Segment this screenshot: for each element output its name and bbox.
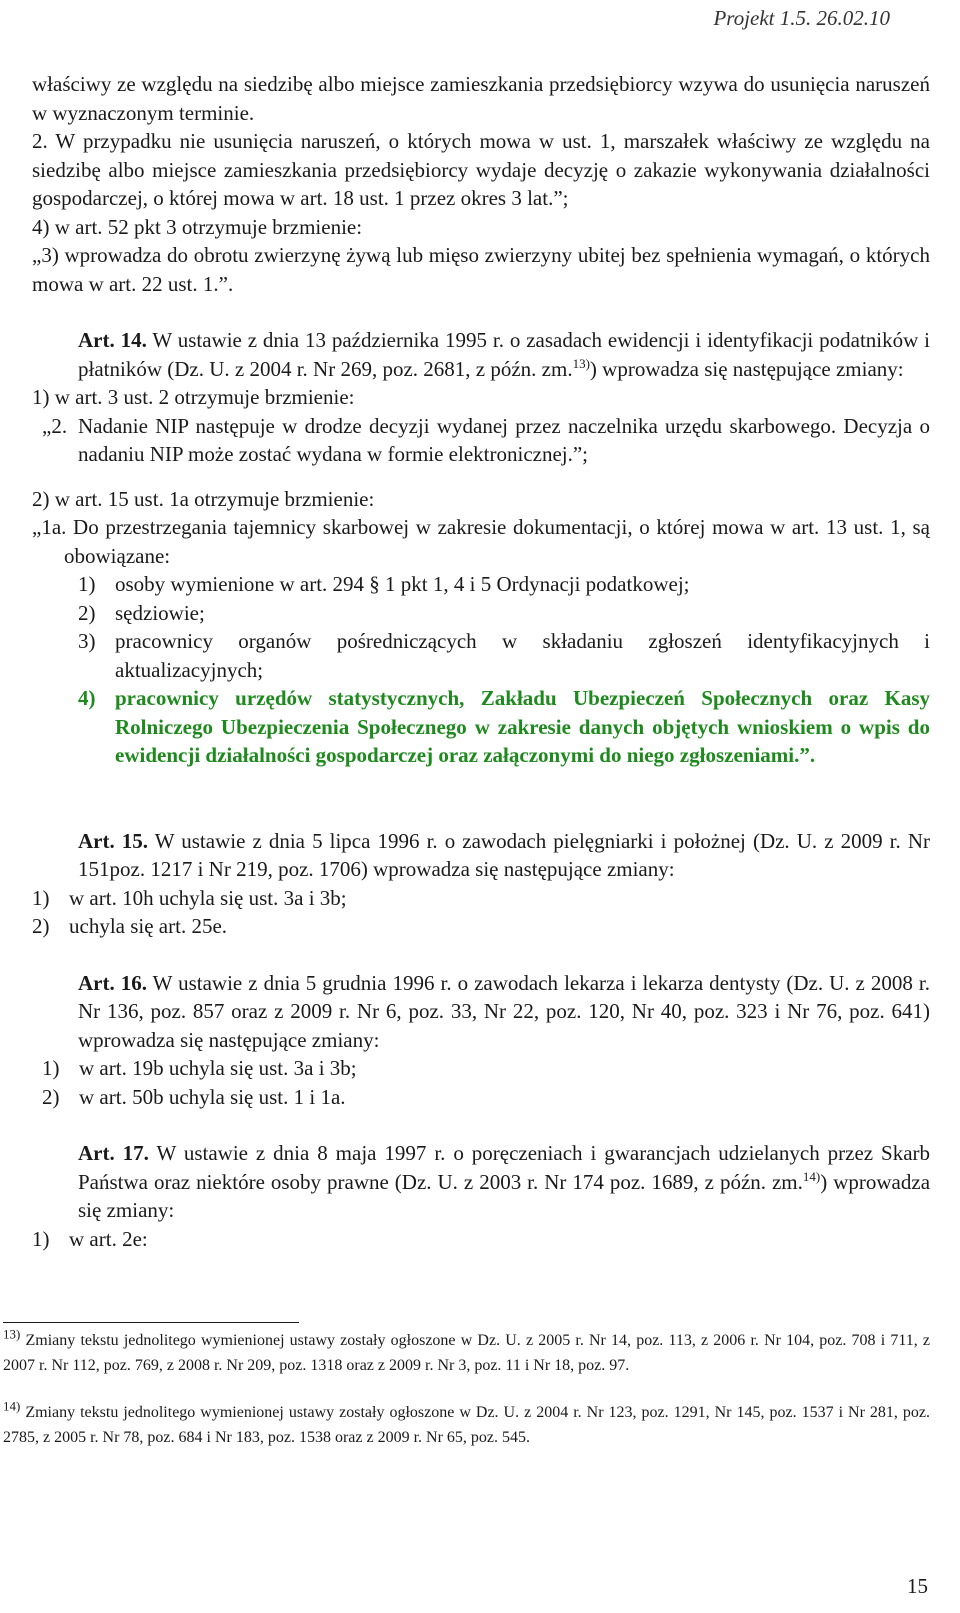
list-item	[32, 912, 930, 941]
footnote-ref-14: 14)	[802, 1168, 821, 1184]
list-item-text: w art. 19b uchyla się ust. 3a i 3b;	[79, 1056, 357, 1080]
list-item-number: 1)	[42, 1056, 60, 1080]
article-15-list	[32, 884, 930, 941]
footnote-text: Zmiany tekstu jednolitego wymienionej ustawy zostały ogłoszone w Dz. U. z 2005 r. Nr 14, poz. 113, z 2006 r. Nr 104, poz. 708 i 711, z 2007 r. Nr 112, poz. 769, z 2008 r. Nr 209, poz. 1318 oraz z 2009 r. Nr 3, poz. 11 i Nr 18, poz. 97.	[3, 1332, 930, 1374]
paragraph-2: 2. W przypadku nie usunięcia naruszeń, o których mowa w ust. 1, marszałek właściwy ze względu na siedzibę albo miejsce zamieszkania przedsiębiorcy wydaje decyzję o zakazie wykonywania działalności gospodarczej, o której mowa w art. 18 ust. 1 przez okres 3 lat.”;	[32, 129, 930, 210]
article-14-label: Art. 14.	[78, 328, 147, 352]
article-14-item-2-quote: „1a. Do przestrzegania tajemnicy skarbowej w zakresie dokumentacji, o której mowa w art. 13 ust. 1, są obowiązane:	[32, 515, 930, 568]
paragraph-3: 4) w art. 52 pkt 3 otrzymuje brzmienie:	[32, 214, 363, 239]
list-item	[42, 1083, 930, 1112]
document-body	[32, 70, 930, 1253]
article-14-item-1: 1) w art. 3 ust. 2 otrzymuje brzmienie:	[32, 385, 355, 409]
article-14-text-b: ) wprowadza się następujące zmiany:	[589, 356, 904, 381]
quote-number: „2.	[42, 413, 68, 438]
article-16-text: W ustawie z dnia 5 grudnia 1996 r. o zawodach lekarza i lekarza dentysty (Dz. U. z 2008 r. Nr 136, poz. 857 oraz z 2009 r. Nr 6, poz. 33, Nr 22, poz. 120, Nr 40, poz. 323 i Nr 76, poz. 641) wprowadza się następujące zmiany:	[78, 970, 930, 1052]
list-item	[42, 1054, 930, 1083]
list-item-text: uchyla się art. 25e.	[69, 914, 228, 938]
paragraph-1: właściwy ze względu na siedzibę albo miejsce zamieszkania przedsiębiorcy wzywa do usunięcia naruszeń w wyznaczonym terminie.	[32, 72, 930, 125]
article-15-intro	[32, 827, 930, 884]
article-16-label: Art. 16.	[78, 970, 147, 995]
article-15-label: Art. 15.	[78, 828, 149, 853]
list-item-number: 1)	[32, 1226, 50, 1251]
article-17-intro	[32, 1139, 930, 1225]
list-item-text: w art. 50b uchyla się ust. 1 i 1a.	[79, 1084, 346, 1109]
article-14-intro	[32, 326, 930, 383]
list-item-number: 3)	[78, 629, 96, 653]
footnotes	[3, 1328, 930, 1450]
article-17-text-a: W ustawie z dnia 8 maja 1997 r. o poręczeniach i gwarancjach udzielanych przez Skarb Państwa oraz niektóre osoby prawne (Dz. U. z 2003 r. Nr 174 poz. 1689, z późn. zm.	[78, 1141, 931, 1194]
list-item-text: sędziowie;	[115, 600, 205, 625]
footnote-mark: 13)	[3, 1326, 21, 1342]
list-item-text: pracownicy organów pośredniczących w składaniu zgłoszeń identyfikacyjnych i aktualizacyjnych;	[115, 629, 930, 682]
list-item-highlighted	[78, 684, 930, 770]
article-15-text: W ustawie z dnia 5 lipca 1996 r. o zawodach pielęgniarki i położnej (Dz. U. z 2009 r. Nr 151poz. 1217 i Nr 219, poz. 1706) wprowadza się następujące zmiany:	[78, 828, 930, 881]
list-item-number: 2)	[78, 600, 96, 625]
article-14-item-1-quote	[32, 412, 930, 469]
list-item	[78, 570, 930, 599]
list-item-text: w art. 10h uchyla się ust. 3a i 3b;	[69, 885, 347, 910]
article-17-text-b: ) wprowadza się zmiany:	[78, 1169, 931, 1222]
page-header-project: Projekt 1.5. 26.02.10	[713, 6, 890, 30]
footnote-mark: 14)	[3, 1398, 21, 1414]
page-number: 15	[907, 1574, 928, 1598]
quote-text: Nadanie NIP następuje w drodze decyzji wydanej przez naczelnika urzędu skarbowego. Decyzja o nadaniu NIP może zostać wydana w formie elektronicznej.”;	[78, 413, 930, 466]
list-item	[32, 884, 930, 913]
list-item-text-highlighted: pracownicy urzędów statystycznych, Zakładu Ubezpieczeń Społecznych oraz Kasy Rolniczego Ubezpieczenia Społecznego w zakresie danych objętych wnioskiem o wpis do ewidencji działalności gospodarczej oraz załączonymi do niego zgłoszeniami.”.	[115, 686, 930, 767]
footnote-separator	[3, 1322, 299, 1323]
list-item	[78, 627, 930, 684]
list-item-text: w art. 2e:	[69, 1226, 148, 1251]
list-item-text: osoby wymienione w art. 294 § 1 pkt 1, 4 i 5 Ordynacji podatkowej;	[115, 572, 690, 596]
list-item-number: 1)	[78, 572, 96, 596]
list-item-number: 1)	[32, 885, 50, 910]
list-item	[78, 599, 930, 628]
footnote-ref-13: 13)	[572, 355, 590, 371]
footnote-text: Zmiany tekstu jednolitego wymienionej ustawy zostały ogłoszone w Dz. U. z 2004 r. Nr 123, poz. 1291, Nr 145, poz. 1537 i Nr 281, poz. 2785, z 2005 r. Nr 78, poz. 684 i Nr 183, poz. 1538 oraz z 2009 r. Nr 65, poz. 545.	[3, 1404, 930, 1446]
article-14-item-2: 2) w art. 15 ust. 1a otrzymuje brzmienie:	[32, 486, 375, 511]
list-item	[32, 1225, 930, 1254]
article-16-list	[32, 1054, 930, 1111]
article-14-text-a: W ustawie z dnia 13 października 1995 r. o zasadach ewidencji i identyfikacji podatników i płatników (Dz. U. z 2004 r. Nr 269, poz. 2681, z późn. zm.	[78, 328, 930, 381]
article-17-label: Art. 17.	[78, 1141, 149, 1165]
paragraph-4-quote: „3) wprowadza do obrotu zwierzynę żywą lub mięso zwierzyny ubitej bez spełnienia wymagań, o których mowa w art. 22 ust. 1.”.	[32, 243, 930, 296]
list-item-number: 4)	[78, 686, 96, 710]
article-16-intro	[32, 969, 930, 1055]
footnote-14	[3, 1400, 930, 1450]
footnote-13	[3, 1328, 930, 1378]
list-item-number: 2)	[42, 1084, 60, 1109]
list-item-number: 2)	[32, 914, 50, 938]
article-14-list	[32, 570, 930, 770]
article-17-list	[32, 1225, 930, 1254]
